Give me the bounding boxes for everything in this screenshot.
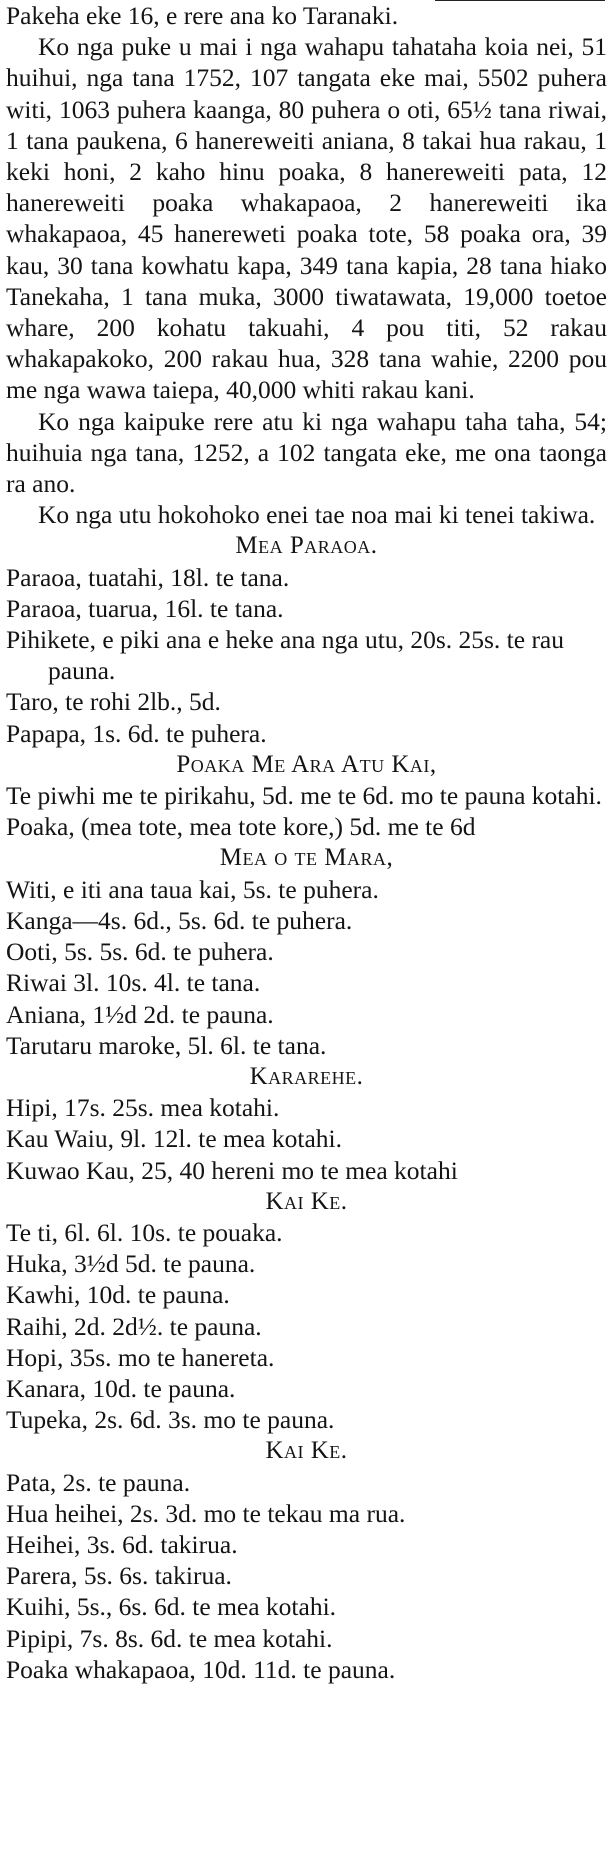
price-item: Poaka whakapaoa, 10d. 11d. te pauna. — [6, 1654, 396, 1684]
price-item: Raihi, 2d. 2d½. te pauna. — [6, 1311, 262, 1341]
price-section-other-food-2 — [6, 1435, 607, 1685]
export-paragraph: Ko nga puke u mai i nga wahapu tahataha koia nei, 51 huihui, nga tana 1752, 107 tangata eke mai, 5502 puhera witi, 1063 puhera kaanga, 80 puhera o oti, 65½ tana riwai, 1 tana paukena, 6 hanereweiti aniana, 8 takai hua rakau, 1 keki honi, 2 kaho hinu poaka, 8 hanereweiti pata, 12 hanereweiti poaka whakapaoa, 2 hanereweiti ika whakapaoa, 45 hanereweti poaka tote, 58 poaka ora, 39 kau, 30 tana kowhatu kapa, 349 tana kapia, 28 tana hiako Tanekaha, 1 tana muka, 3000 tiwatawata, 19,000 toetoe whare, 200 kohatu takuahi, 4 pou titi, 52 rakau whakapakoko, 200 rakau hua, 328 tana wahie, 2200 pou me nga wawa taiepa, 40,000 whiti rakau kani. — [6, 32, 607, 405]
price-section-flour — [6, 530, 607, 748]
price-item: Riwai 3l. 10s. 4l. te tana. — [6, 968, 261, 998]
price-item: Te ti, 6l. 6l. 10s. te pouaka. — [6, 1217, 283, 1247]
price-item: Huka, 3½d 5d. te pauna. — [6, 1249, 256, 1279]
intro-first-line: Pakeha eke 16, e rere ana ko Taranaki. — [6, 1, 399, 30]
price-item: Paraoa, tuarua, 16l. te tana. — [6, 593, 284, 623]
price-item: Tarutaru maroke, 5l. 6l. te tana. — [6, 1030, 327, 1060]
price-item: Aniana, 1½d 2d. te pauna. — [6, 999, 274, 1029]
price-item: Witi, e iti ana taua kai, 5s. te puhera. — [6, 874, 379, 904]
section-heading: Kai Ke. — [265, 1437, 348, 1465]
section-heading: Kararehe. — [249, 1062, 364, 1090]
price-item: Kanga—4s. 6d., 5s. 6d. te puhera. — [6, 905, 353, 935]
price-item: Hua heihei, 2s. 3d. mo te tekau ma rua. — [6, 1498, 406, 1528]
prices-intro: Ko nga utu hokohoko enei tae noa mai ki tenei takiwa. — [38, 500, 596, 530]
price-item: Hipi, 17s. 25s. mea kotahi. — [6, 1093, 280, 1123]
price-item: Taro, te rohi 2lb., 5d. — [6, 687, 221, 717]
price-item: Pipipi, 7s. 8s. 6d. te mea kotahi. — [6, 1623, 333, 1653]
price-item: Pihikete, e piki ana e heke ana nga utu, 20s. 25s. te rau pauna. — [6, 625, 564, 686]
price-section-garden — [6, 842, 607, 1060]
section-heading: Mea o te Mara, — [219, 844, 394, 872]
price-section-livestock — [6, 1061, 607, 1186]
price-item: Parera, 5s. 6s. takirua. — [6, 1561, 232, 1591]
section-heading: Kai Ke. — [265, 1187, 348, 1215]
price-section-other-food-1 — [6, 1186, 607, 1436]
departure-paragraph: Ko nga kaipuke rere atu ki nga wahapu taha taha, 54; huihuia nga tana, 1252, a 102 tangata eke, me ona taonga ra ano. — [6, 406, 607, 499]
price-item: Pata, 2s. te pauna. — [6, 1467, 191, 1497]
price-item: Poaka, (mea tote, mea tote kore,) 5d. me te 6d — [6, 812, 476, 842]
price-item: Kanara, 10d. te pauna. — [6, 1373, 236, 1403]
price-section-pork — [6, 749, 607, 843]
section-heading: Poaka Me Ara Atu Kai, — [176, 750, 437, 778]
price-item: Tupeka, 2s. 6d. 3s. mo te pauna. — [6, 1405, 335, 1435]
intro-block — [6, 0, 607, 530]
price-item: Papapa, 1s. 6d. te puhera. — [6, 718, 267, 748]
price-item: Te piwhi me te pirikahu, 5d. me te 6d. mo te pauna kotahi. — [6, 781, 602, 811]
top-rule — [435, 0, 605, 1]
price-item: Kau Waiu, 9l. 12l. te mea kotahi. — [6, 1124, 342, 1154]
price-item: Kawhi, 10d. te pauna. — [6, 1280, 230, 1310]
price-item: Kuihi, 5s., 6s. 6d. te mea kotahi. — [6, 1592, 337, 1622]
price-item: Paraoa, tuatahi, 18l. te tana. — [6, 562, 290, 592]
price-item: Kuwao Kau, 25, 40 hereni mo te mea kotahi — [6, 1155, 458, 1185]
section-heading: Mea Paraoa. — [235, 532, 378, 560]
price-item: Ooti, 5s. 5s. 6d. te puhera. — [6, 937, 274, 967]
price-item: Heihei, 3s. 6d. takirua. — [6, 1529, 238, 1559]
price-item: Hopi, 35s. mo te hanereta. — [6, 1342, 275, 1372]
